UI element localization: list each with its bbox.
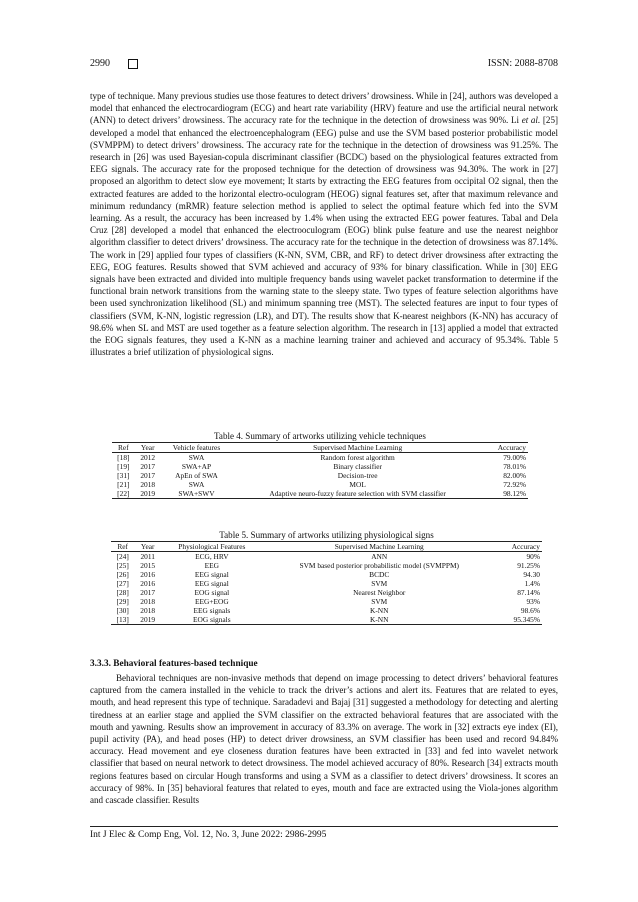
- table-cell: 98.12%: [483, 489, 528, 499]
- table-header-cell: Physiological Features: [161, 542, 262, 552]
- table-4: [112, 431, 528, 499]
- table-row: [112, 453, 528, 463]
- table-cell: [28]: [116, 588, 129, 597]
- table-cell: 87.14%: [517, 588, 540, 597]
- paragraph-text-a: type of technique. Many previous studies use those features to detect drivers’ drowsiness. While in [24], authors was developed a model that enhanced the electrocardiogram (ECG) and heart rate variability (HRV) feature and use the artificial neural network (ANN) to detect drivers’ drowsiness. The accuracy rate for the technique in the detection of drowsiness was 90%. Li: [90, 91, 558, 126]
- table-cell: 2012: [140, 453, 156, 462]
- table-cell: [22]: [112, 489, 135, 499]
- table-row: [111, 570, 542, 579]
- table-header-cell: Ref: [112, 443, 135, 453]
- table-cell: [30]: [116, 606, 129, 615]
- page-number: 2990: [90, 58, 110, 69]
- table-cell: EEG signals: [193, 606, 231, 615]
- table-4-caption: Table 4. Summary of artworks utilizing vehicle techniques: [214, 431, 426, 441]
- footer-divider: [90, 826, 558, 827]
- table-cell: 1.4%: [524, 579, 540, 588]
- table-row: [111, 588, 542, 597]
- table-cell: ECG, HRV: [195, 552, 229, 561]
- table-cell: 98.6%: [520, 606, 540, 615]
- table-cell: 2016: [140, 579, 156, 588]
- table-cell: 2015: [140, 561, 156, 570]
- table-cell: SVM based posterior probabilistic model (SVMPPM): [299, 561, 459, 570]
- table-header-cell: Ref: [111, 542, 134, 552]
- footer-citation: Int J Elec & Comp Eng, Vol. 12, No. 3, June 2022: 2986-2995: [90, 830, 327, 840]
- square-bullet-icon: [128, 59, 138, 69]
- table-cell: ANN: [371, 552, 388, 561]
- section-heading: 3.3.3. Behavioral features-based technique: [90, 659, 258, 669]
- paragraph-physiological: [90, 90, 558, 358]
- table-cell: 79.00%: [503, 453, 526, 462]
- table-cell: 2018: [140, 480, 156, 489]
- table-cell: 2017: [140, 462, 156, 471]
- table-row: [111, 561, 542, 570]
- table-cell: 72.92%: [503, 480, 526, 489]
- page-header: [90, 58, 558, 74]
- table-cell: SWA+SWV: [161, 489, 232, 499]
- paragraph-behavioral: Behavioral techniques are non-invasive methods that depend on image processing to detect drivers’ behavioral features captured from the camera installed in the vehicle to track the driver’s actions and alert its. Features that are related to eyes, mouth, and head represent this type of technique. Saradadevi and Bajaj [31] suggested a methodology for detecting and alerting tiredness at an earlier stage and applied the SVM classifier on the extracted behavioral features that are associated with the mouth and yawning. Results show an improvement in accuracy of 83.3% on average. The work in [32] extracts eye index (EI), pupil activity (PA), and head poses (HP) to detect driver drowsiness, an SVM classifier has been used and record 94.84% accuracy. Head movement and eye closeness duration features have been extracted in [33] and fed into wavelet network classifier that based on neural network to detect drowsiness. The model achieved accuracy of 80%. Research [34] extracts mouth regions features based on circular Hough transforms and using a SVM as a classifier to detect drivers’ drowsiness. It scores an accuracy of 98%. In [35] behavioral features that related to eyes, mouth and face are extracted using the Viola-jones algorithm and cascade classifier. Results: [90, 673, 558, 806]
- table-cell: [21]: [117, 480, 130, 489]
- table-cell: [27]: [116, 579, 129, 588]
- et-al-italic: et al.: [521, 115, 541, 126]
- table-cell: EEG+EOG: [194, 597, 229, 606]
- table-header-cell: Supervised Machine Learning: [232, 443, 483, 453]
- table-cell: [31]: [117, 471, 130, 480]
- table-cell: SWA+AP: [181, 462, 212, 471]
- table-cell: 2011: [140, 552, 155, 561]
- table-row: [111, 552, 542, 562]
- table-cell: SVM: [371, 597, 388, 606]
- table-row: [111, 579, 542, 588]
- table-row: [112, 462, 528, 471]
- table-cell: EEG signal: [194, 579, 229, 588]
- table-cell: BCDC: [369, 570, 390, 579]
- table-cell: K-NN: [369, 606, 389, 615]
- table-cell: EOG signals: [161, 615, 262, 625]
- table-5-caption: Table 5. Summary of artworks utilizing physiological signs: [219, 530, 434, 540]
- table-row: [112, 489, 528, 499]
- table-cell: 94.30: [523, 570, 540, 579]
- table-header-cell: Year: [134, 542, 161, 552]
- table-cell: [29]: [116, 597, 129, 606]
- table-cell: Binary classifier: [333, 462, 382, 471]
- table-cell: [24]: [116, 552, 129, 561]
- table-5-grid: [111, 541, 542, 625]
- table-cell: [25]: [116, 561, 129, 570]
- table-cell: 78.01%: [503, 462, 526, 471]
- paragraph-text-b: [25] developed a model that enhanced the electroencephalogram (EEG) pulse and use the SVM based posterior probabilistic model (SVMPPM) to detect drivers’ drowsiness. The accuracy rate for the technique in the detection of drowsiness was 91.25%. The research in [26] was used Bayesian-copula discriminant classifier (BCDC) based on the physiological features extracted from EEG signals. The accuracy rate for the proposed technique for the detection of drowsiness was 94.30%. The work in [27] proposed an algorithm to detect slow eye movement; It starts by extracting the EEG features from occipital O2 signal, then the extracted features are added to the horizontal electro-oculogram (HEOG) signal features set, after that maximum relevance and minimum redundancy (mRMR) feature selection method is applied to select the optimal feature which fed into the SVM learning. As a result, the accuracy has been increased by 1.4% when using the extracted EEG power features. Tabal and Dela Cruz [28] developed a model that enhanced the electrooculogram (EOG) blink pulse feature and use the nearest neighbor algorithm classifier to detect drivers’ drowsiness. The accuracy rate for the technique in the detection of drowsiness was 87.14%. The work in [29] applied four types of classifiers (K-NN, SVM, CBR, and RF) to detect driver drowsiness after extracting the EEG, EOG features. Results showed that SVM achieved and accuracy of 93% for binary classification. While in [30] EEG signals have been extracted and divided into multiple frequency bands using wavelet packet transformation to determine if the functional brain network transitions from the warning state to the sleepy state. Two types of feature selection algorithms have been used synchronization likelihood (SL) and minimum spanning tree (MST). The selected features are input to four types of classifiers (SVM, K-NN, logistic regression (LR), and DT). The results show that K-nearest neighbors (K-NN) has accuracy of 98.6% when SL and MST are used together as a feature selection algorithm. The research in [13] applied a model that extracted the EOG signals features, they used a K-NN as a machine learning trainer and achieved and accuracy of 95.34%. Table 5 illustrates a brief utilization of physiological signs.: [90, 115, 558, 358]
- table-5: [111, 530, 542, 625]
- table-cell: EOG signal: [194, 588, 230, 597]
- table-cell: SWA: [188, 480, 205, 489]
- table-cell: K-NN: [263, 615, 496, 625]
- table-cell: [19]: [117, 462, 130, 471]
- issn-label: ISSN: 2088-8708: [487, 58, 558, 69]
- table-cell: 2018: [140, 606, 156, 615]
- table-cell: 82.00%: [503, 471, 526, 480]
- table-cell: 93%: [526, 597, 540, 606]
- table-cell: MOL: [349, 480, 366, 489]
- table-cell: 2018: [140, 597, 156, 606]
- table-cell: 95.345%: [496, 615, 542, 625]
- table-row: [112, 480, 528, 489]
- table-header-cell: Accuracy: [496, 542, 542, 552]
- table-cell: 90%: [526, 552, 540, 561]
- table-cell: 2017: [140, 588, 156, 597]
- table-cell: SVM: [371, 579, 388, 588]
- table-cell: SWA: [188, 453, 205, 462]
- table-cell: 2019: [135, 489, 161, 499]
- table-cell: [18]: [117, 453, 130, 462]
- table-cell: ApEn of SWA: [175, 471, 218, 480]
- table-row: [111, 615, 542, 625]
- table-cell: [13]: [111, 615, 134, 625]
- table-cell: 2016: [140, 570, 156, 579]
- table-cell: Adaptive neuro-fuzzy feature selection with SVM classifier: [232, 489, 483, 499]
- table-header-cell: Accuracy: [483, 443, 528, 453]
- table-cell: EEG signal: [194, 570, 229, 579]
- table-cell: 2017: [140, 471, 156, 480]
- table-cell: Nearest Neighbor: [353, 588, 406, 597]
- table-row: [111, 597, 542, 606]
- table-cell: [26]: [116, 570, 129, 579]
- table-header-cell: Year: [135, 443, 161, 453]
- table-4-grid: [112, 442, 528, 499]
- table-cell: Random forest algorithm: [320, 453, 395, 462]
- table-cell: EEG: [204, 561, 220, 570]
- table-cell: Decision-tree: [337, 471, 378, 480]
- table-header-cell: Supervised Machine Learning: [263, 542, 496, 552]
- table-cell: 91.25%: [517, 561, 540, 570]
- table-header-cell: Vehicle features: [161, 443, 232, 453]
- table-row: [112, 471, 528, 480]
- table-cell: 2019: [134, 615, 161, 625]
- table-row: [111, 606, 542, 615]
